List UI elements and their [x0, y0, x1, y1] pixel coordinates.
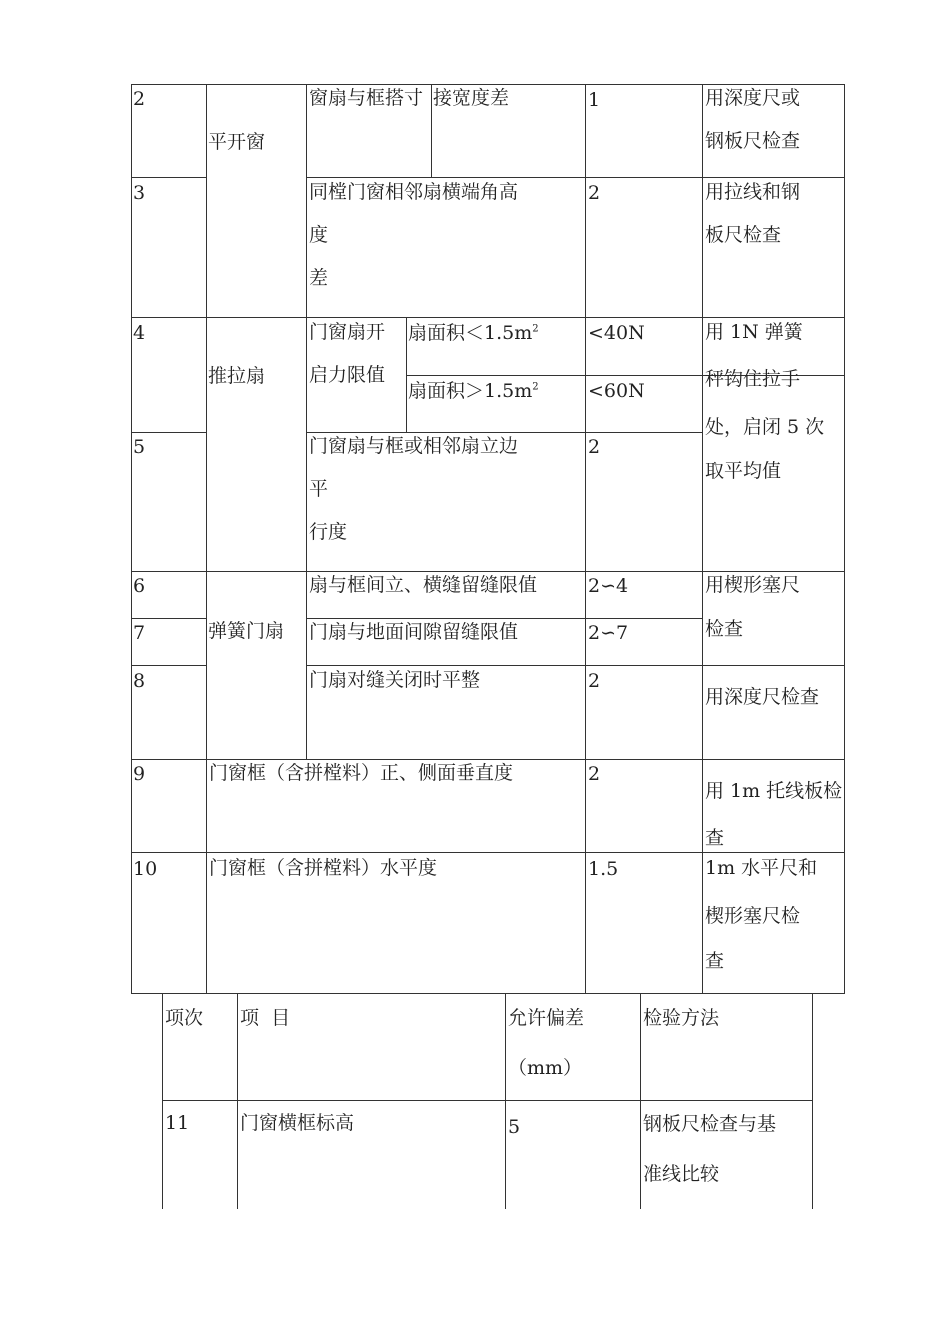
method-text: 用 1m 托线板检: [705, 780, 843, 802]
method-text: 取平均值: [705, 460, 782, 482]
group-label: 弹簧门扇: [208, 620, 285, 642]
method-text: 处，启闭 5 次: [705, 416, 825, 438]
tolerance-value: <60N: [588, 380, 645, 402]
sub-item: [408, 311, 539, 355]
table-line: [585, 84, 586, 994]
superscript: 2: [532, 323, 539, 335]
tolerance-value: 2: [588, 763, 601, 785]
sub-item-text: 扇面积＞1.5m: [408, 380, 533, 402]
group-label: 平开窗: [208, 131, 266, 153]
item-number: 10: [133, 858, 158, 880]
method-text: 板尺检查: [705, 224, 782, 246]
header-tolerance: 允许偏差: [508, 1007, 585, 1029]
table-line: [431, 84, 432, 177]
item-number: 6: [133, 575, 146, 597]
item-name: 门窗横框标高: [240, 1112, 355, 1134]
method-text: 准线比较: [643, 1163, 720, 1185]
table-line: [406, 317, 407, 432]
table-line: [702, 84, 703, 994]
item-number: 7: [133, 622, 146, 644]
item-name: 门窗框（含拼樘料）水平度: [209, 857, 438, 879]
item-name: 门扇与地面间隙留缝限值: [309, 621, 519, 643]
item-name: 行度: [309, 521, 348, 543]
tolerance-value: 1.5: [588, 858, 619, 880]
item-name: 平: [309, 478, 329, 500]
method-text: 用 1N 弹簧: [705, 321, 803, 343]
table-line: [131, 84, 132, 994]
superscript: 2: [532, 381, 539, 393]
method-text: 用拉线和钢: [705, 181, 801, 203]
method-text: 查: [705, 950, 725, 972]
method-text: 用楔形塞尺: [705, 574, 801, 596]
item-name: 同樘门窗相邻扇横端角高: [309, 181, 519, 203]
item-name: 门扇对缝关闭时平整: [309, 669, 481, 691]
table-line: [131, 993, 845, 994]
item-name: 门窗扇开: [309, 321, 386, 343]
header-tolerance-unit: （mm）: [508, 1057, 583, 1079]
method-text: 用深度尺检查: [705, 686, 820, 708]
item-name: 差: [309, 267, 329, 289]
table-line: [206, 84, 207, 994]
table-line: [812, 994, 813, 1209]
item-number: 2: [133, 88, 146, 110]
method-text: 楔形塞尺检: [705, 905, 801, 927]
item-number: 5: [133, 436, 146, 458]
method-text: 钢板尺检查与基: [643, 1113, 777, 1135]
table-line: [844, 84, 845, 994]
item-name: 度: [309, 224, 329, 246]
item-name: 扇与框间立、横缝留缝限值: [309, 574, 538, 596]
item-name: 门窗扇与框或相邻扇立边: [309, 435, 519, 457]
sub-item: [408, 369, 539, 413]
table-line: [237, 994, 238, 1209]
item-number: 4: [133, 322, 146, 344]
method-text: 用深度尺或: [705, 87, 801, 109]
header-item: 项 目: [240, 1007, 291, 1029]
tolerance-value: 5: [508, 1116, 521, 1138]
item-number: 9: [133, 763, 146, 785]
item-name: 门窗框（含拼樘料）正、侧面垂直度: [209, 762, 514, 784]
item-name: 启力限值: [309, 364, 386, 386]
item-number: 8: [133, 670, 146, 692]
item-name: 接宽度差: [433, 87, 510, 109]
method-text: 1m 水平尺和: [705, 857, 818, 879]
table-line: [162, 994, 163, 1209]
tolerance-value: 2∽7: [588, 622, 629, 644]
table-line: [640, 994, 641, 1209]
method-text: 查: [705, 827, 725, 849]
method-text: 秤钩住拉手: [705, 368, 801, 390]
tolerance-value: 2: [588, 670, 601, 692]
header-method: 检验方法: [643, 1007, 720, 1029]
item-number: 3: [133, 182, 146, 204]
tolerance-value: <40N: [588, 322, 645, 344]
sub-item-text: 扇面积＜1.5m: [408, 322, 533, 344]
item-number: 11: [165, 1112, 190, 1134]
method-text: 检查: [705, 618, 744, 640]
tolerance-value: 2∽4: [588, 575, 629, 597]
group-label: 推拉扇: [208, 365, 266, 387]
tolerance-value: 2: [588, 182, 601, 204]
method-text: 钢板尺检查: [705, 130, 801, 152]
table-line: [505, 994, 506, 1209]
header-item-number: 项次: [165, 1007, 204, 1029]
tolerance-value: 2: [588, 436, 601, 458]
tolerance-value: 1: [588, 89, 601, 111]
item-name: 窗扇与框搭寸: [309, 87, 424, 109]
table-line: [306, 84, 307, 759]
